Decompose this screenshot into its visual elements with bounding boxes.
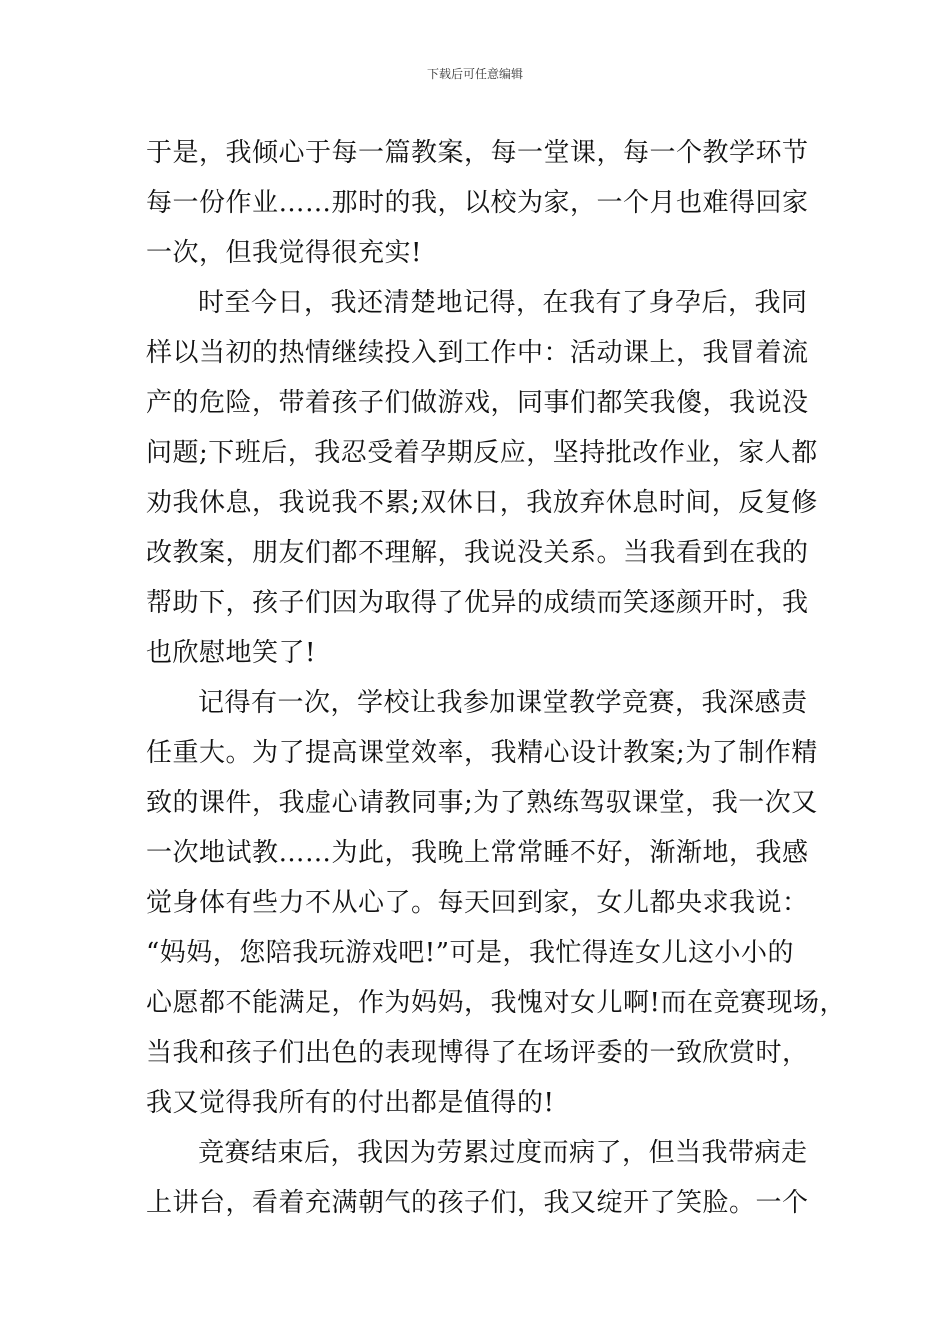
text-line: 也欣慰地笑了! — [146, 638, 316, 668]
text-line: 当我和孩子们出色的表现博得了在场评委的一致欣赏时， — [146, 1038, 809, 1068]
paragraph-start-line: 记得有一次，学校让我参加课堂教学竞赛，我深感责 — [198, 688, 808, 718]
text-line: 任重大。为了提高课堂效率，我精心设计教案;为了制作精 — [146, 738, 818, 768]
document-body — [146, 128, 846, 1228]
text-line: 问题;下班后，我忍受着孕期反应，坚持批改作业，家人都 — [146, 438, 818, 468]
text-line: 上讲台，看着充满朝气的孩子们，我又绽开了笑脸。一个 — [146, 1188, 809, 1218]
text-line: 帮助下，孩子们因为取得了优异的成绩而笑逐颜开时，我 — [146, 588, 809, 618]
text-line: 心愿都不能满足，作为妈妈，我愧对女儿啊!而在竞赛现场， — [146, 988, 846, 1018]
text-line: 改教案，朋友们都不理解，我说没关系。当我看到在我的 — [146, 538, 809, 568]
text-line: 一次，但我觉得很充实! — [146, 238, 422, 268]
text-line: 劝我休息，我说我不累;双休日，我放弃休息时间，反复修 — [146, 488, 818, 518]
text-line: 觉身体有些力不从心了。每天回到家，女儿都央求我说： — [146, 888, 809, 918]
text-line: 致的课件，我虚心请教同事;为了熟练驾驭课堂，我一次又 — [146, 788, 818, 818]
text-line: 样以当初的热情继续投入到工作中：活动课上，我冒着流 — [146, 338, 809, 368]
text-line: 一次地试教……为此，我晚上常常睡不好，渐渐地，我感 — [146, 838, 809, 868]
text-line: 每一份作业……那时的我，以校为家，一个月也难得回家 — [146, 188, 809, 218]
paragraph-start-line: 时至今日，我还清楚地记得，在我有了身孕后，我同 — [198, 288, 808, 318]
text-line: “妈妈，您陪我玩游戏吧!”可是，我忙得连女儿这小小的 — [146, 938, 795, 968]
paragraph-start-line: 竞赛结束后，我因为劳累过度而病了，但当我带病走 — [198, 1138, 808, 1168]
text-line: 产的危险，带着孩子们做游戏，同事们都笑我傻，我说没 — [146, 388, 809, 418]
page-header: 下载后可任意编辑 — [426, 67, 523, 81]
text-line: 我又觉得我所有的付出都是值得的! — [146, 1088, 555, 1118]
text-line: 于是，我倾心于每一篇教案，每一堂课，每一个教学环节 — [146, 138, 809, 168]
